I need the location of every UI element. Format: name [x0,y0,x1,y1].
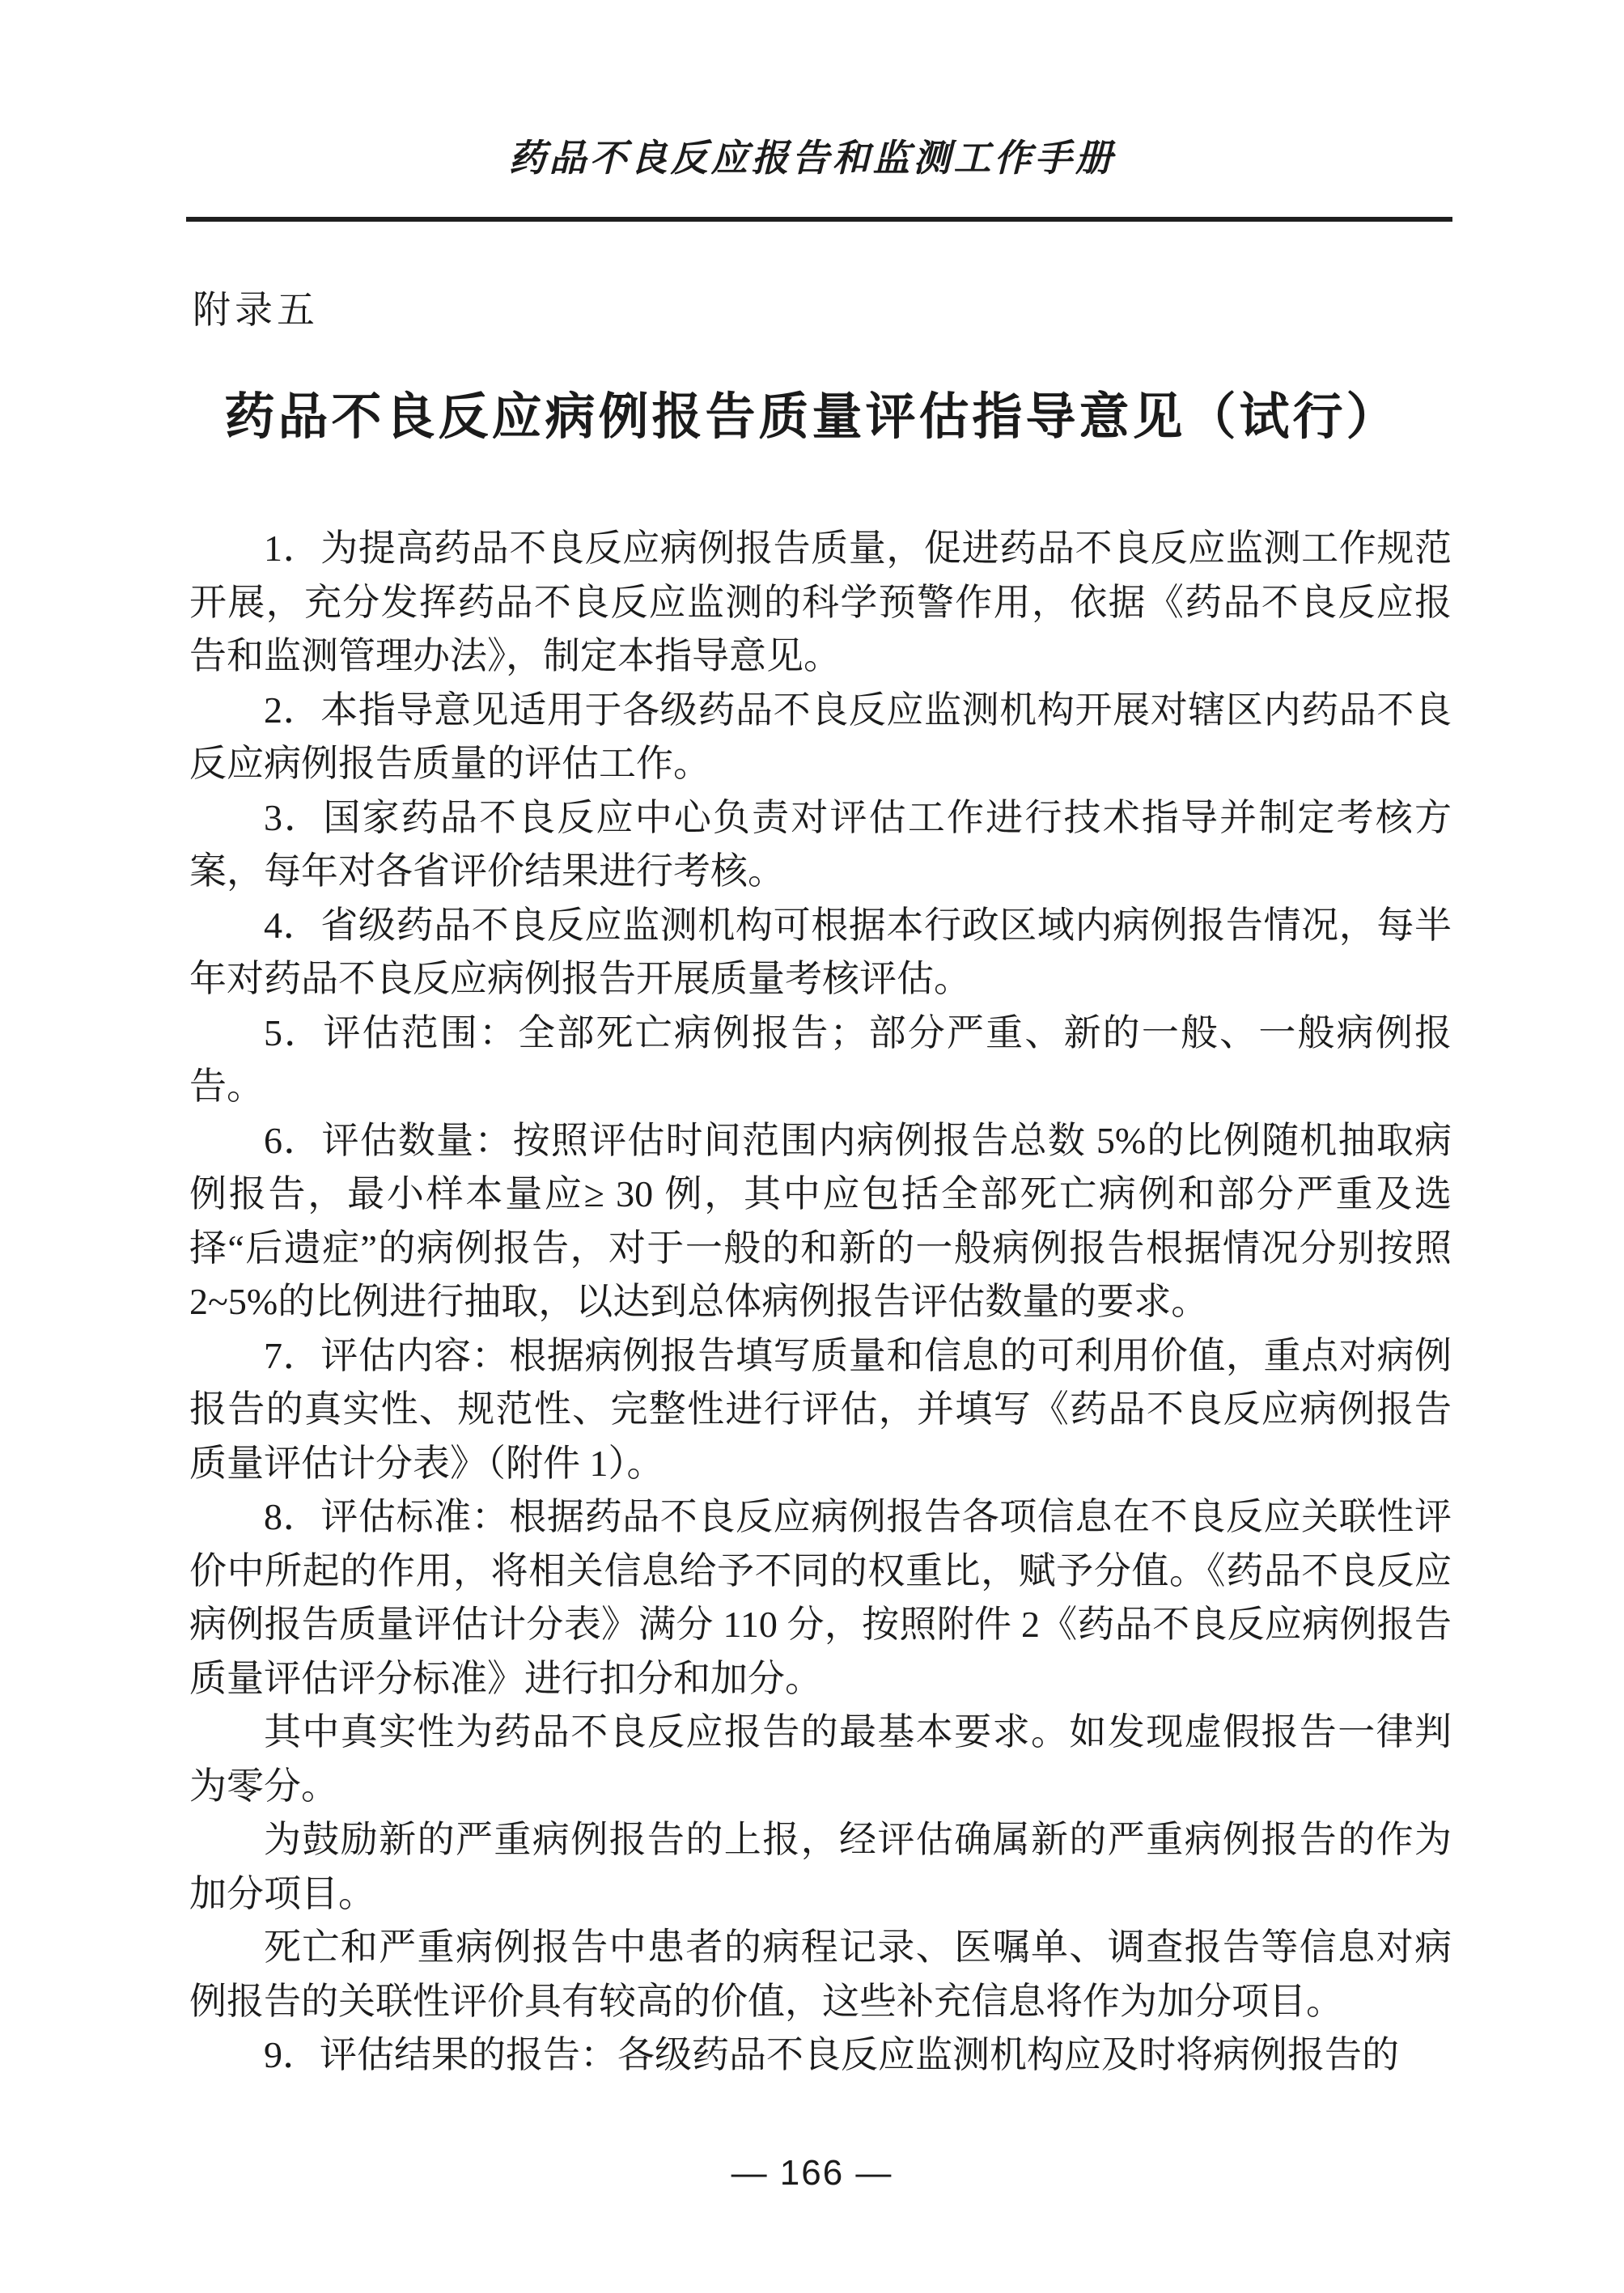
paragraph: 7．评估内容：根据病例报告填写质量和信息的可利用价值，重点对病例报告的真实性、规范性、完整性进行评估，并填写《药品不良反应病例报告质量评估计分表》（附件 1）。 [189,1334,1452,1484]
paragraph: 4．省级药品不良反应监测机构可根据本行政区域内病例报告情况，每半年对药品不良反应病例报告开展质量考核评估。 [189,904,1452,999]
page-number: — 166 — [731,2153,893,2193]
paragraph: 死亡和严重病例报告中患者的病程记录、医嘱单、调查报告等信息对病例报告的关联性评价具有较高的价值，这些补充信息将作为加分项目。 [189,1926,1452,2022]
paragraph: 8．评估标准：根据药品不良反应病例报告各项信息在不良反应关联性评价中所起的作用，将相关信息给予不同的权重比，赋予分值。《药品不良反应病例报告质量评估计分表》满分 110 分，按照附件 2《药品不良反应病例报告质量评估评分标准》进行扣分和加分。 [189,1496,1452,1699]
header-rule [186,217,1452,222]
paragraph: 为鼓励新的严重病例报告的上报，经评估确属新的严重病例报告的作为加分项目。 [189,1819,1452,1914]
appendix-label: 附录五 [193,288,319,331]
paragraph: 1．为提高药品不良反应病例报告质量，促进药品不良反应监测工作规范开展，充分发挥药品不良反应监测的科学预警作用，依据《药品不良反应报告和监测管理办法》，制定本指导意见。 [189,528,1452,676]
document-title: 药品不良反应病例报告质量评估指导意见（试行） [224,390,1400,445]
running-header: 药品不良反应报告和监测工作手册 [508,138,1116,179]
paragraph: 其中真实性为药品不良反应报告的最基本要求。如发现虚假报告一律判为零分。 [189,1711,1452,1807]
paragraph: 5．评估范围：全部死亡病例报告；部分严重、新的一般、一般病例报告。 [189,1011,1452,1107]
paragraph: 6．评估数量：按照评估时间范围内病例报告总数 5%的比例随机抽取病例报告，最小样本量应≥ 30 例，其中应包括全部死亡病例和部分严重及选择“后遗症”的病例报告，对于一般的和新的一般病例报告根据情况分别按照2~5%的比例进行抽取，以达到总体病例报告评估数量的要求。 [189,1119,1452,1322]
paragraph: 3．国家药品不良反应中心负责对评估工作进行技术指导并制定考核方案，每年对各省评价结果进行考核。 [189,796,1452,892]
paragraph: 2．本指导意见适用于各级药品不良反应监测机构开展对辖区内药品不良反应病例报告质量的评估工作。 [189,689,1452,784]
body-text [189,522,1452,2083]
paragraph: 9．评估结果的报告：各级药品不良反应监测机构应及时将病例报告的 [264,2034,1399,2075]
